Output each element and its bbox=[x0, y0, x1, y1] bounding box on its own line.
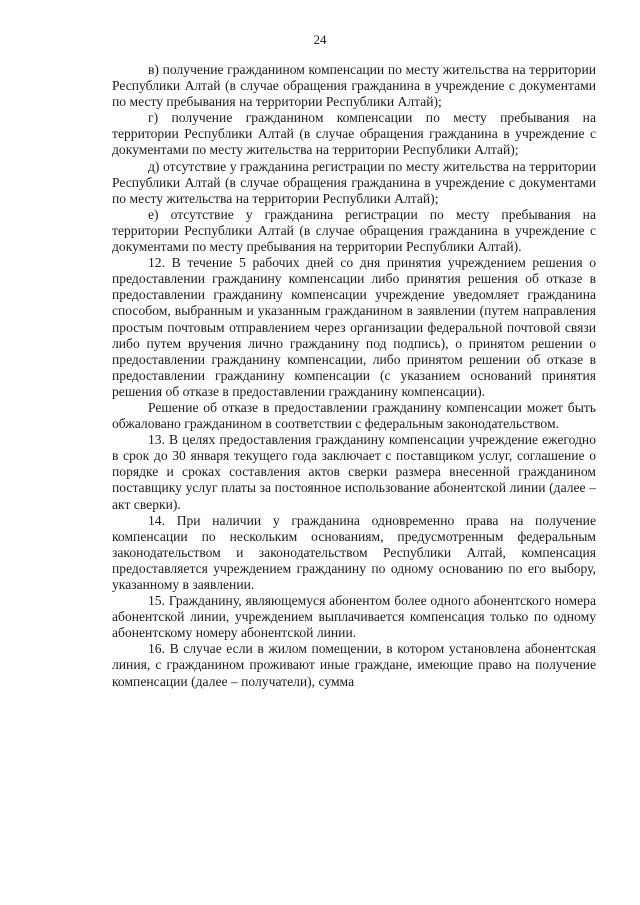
paragraph-appeal-note: Решение об отказе в предоставлении гражданину компенсации может быть обжаловано гражданином в соответствии с федеральным законодательством. bbox=[112, 399, 596, 432]
paragraph-clause-13: 13. В целях предоставления гражданину компенсации учреждение ежегодно в срок до 30 января текущего года заключает с поставщиком услуг, соглашение о порядке и сроках составления актов сверки размера внесенной гражданином поставщику услуг платы за постоянное использование абонентской линии (далее – акт сверки). bbox=[112, 432, 596, 512]
paragraph-item-g: г) получение гражданином компенсации по месту пребывания на территории Республики Алтай (в случае обращения гражданина в учреждение с документами по месту жительства на территории Республики Алтай); bbox=[112, 110, 596, 158]
paragraph-item-e: е) отсутствие у гражданина регистрации по месту пребывания на территории Республики Алтай (в случае обращения гражданина в учреждение с документами по месту пребывания на территории Республики Алтай). bbox=[112, 206, 596, 255]
paragraph-clause-12: 12. В течение 5 рабочих дней со дня принятия учреждением решения о предоставлении гражданину компенсации либо принятия решения об отказе в предоставлении гражданину компенсации учреждение уведомляет гражданина способом, выбранным и указанным гражданином в заявлении (путем направления простым почтовым отправлением через организации федеральной почтовой связи либо путем вручения лично гражданину под подпись), о принятом решении о предоставлении гражданину компенсации, либо принятом решении об отказе в предоставлении гражданину компенсации (с указанием оснований принятия решения об отказе в предоставлении гражданину компенсации). bbox=[112, 255, 596, 399]
paragraph-item-d: д) отсутствие у гражданина регистрации по месту жительства на территории Республики Алтай (в случае обращения гражданина в учреждение с документами по месту жительства на территории Республики Алтай); bbox=[112, 158, 596, 206]
paragraph-item-v: в) получение гражданином компенсации по месту жительства на территории Республики Алтай (в случае обращения гражданина в учреждение с документами по месту пребывания на территории Республики Алтай); bbox=[112, 62, 596, 110]
paragraph-clause-15: 15. Гражданину, являющемуся абонентом более одного абонентского номера абонентской линии, учреждением выплачивается компенсация только по одному абонентскому номеру абонентской линии. bbox=[112, 593, 596, 641]
paragraph-clause-14: 14. При наличии у гражданина одновременно права на получение компенсации по нескольким основаниям, предусмотренным федеральным законодательством и законодательством Республики Алтай, компенсация предоставляется учреждением гражданину по одному основанию по его выбору, указанному в заявлении. bbox=[112, 512, 596, 592]
paragraph-clause-16: 16. В случае если в жилом помещении, в котором установлена абонентская линия, с гражданином проживают иные граждане, имеющие право на получение компенсации (далее – получатели), сумма bbox=[112, 641, 596, 689]
page-number: 24 bbox=[313, 32, 327, 47]
document-body bbox=[112, 62, 596, 690]
